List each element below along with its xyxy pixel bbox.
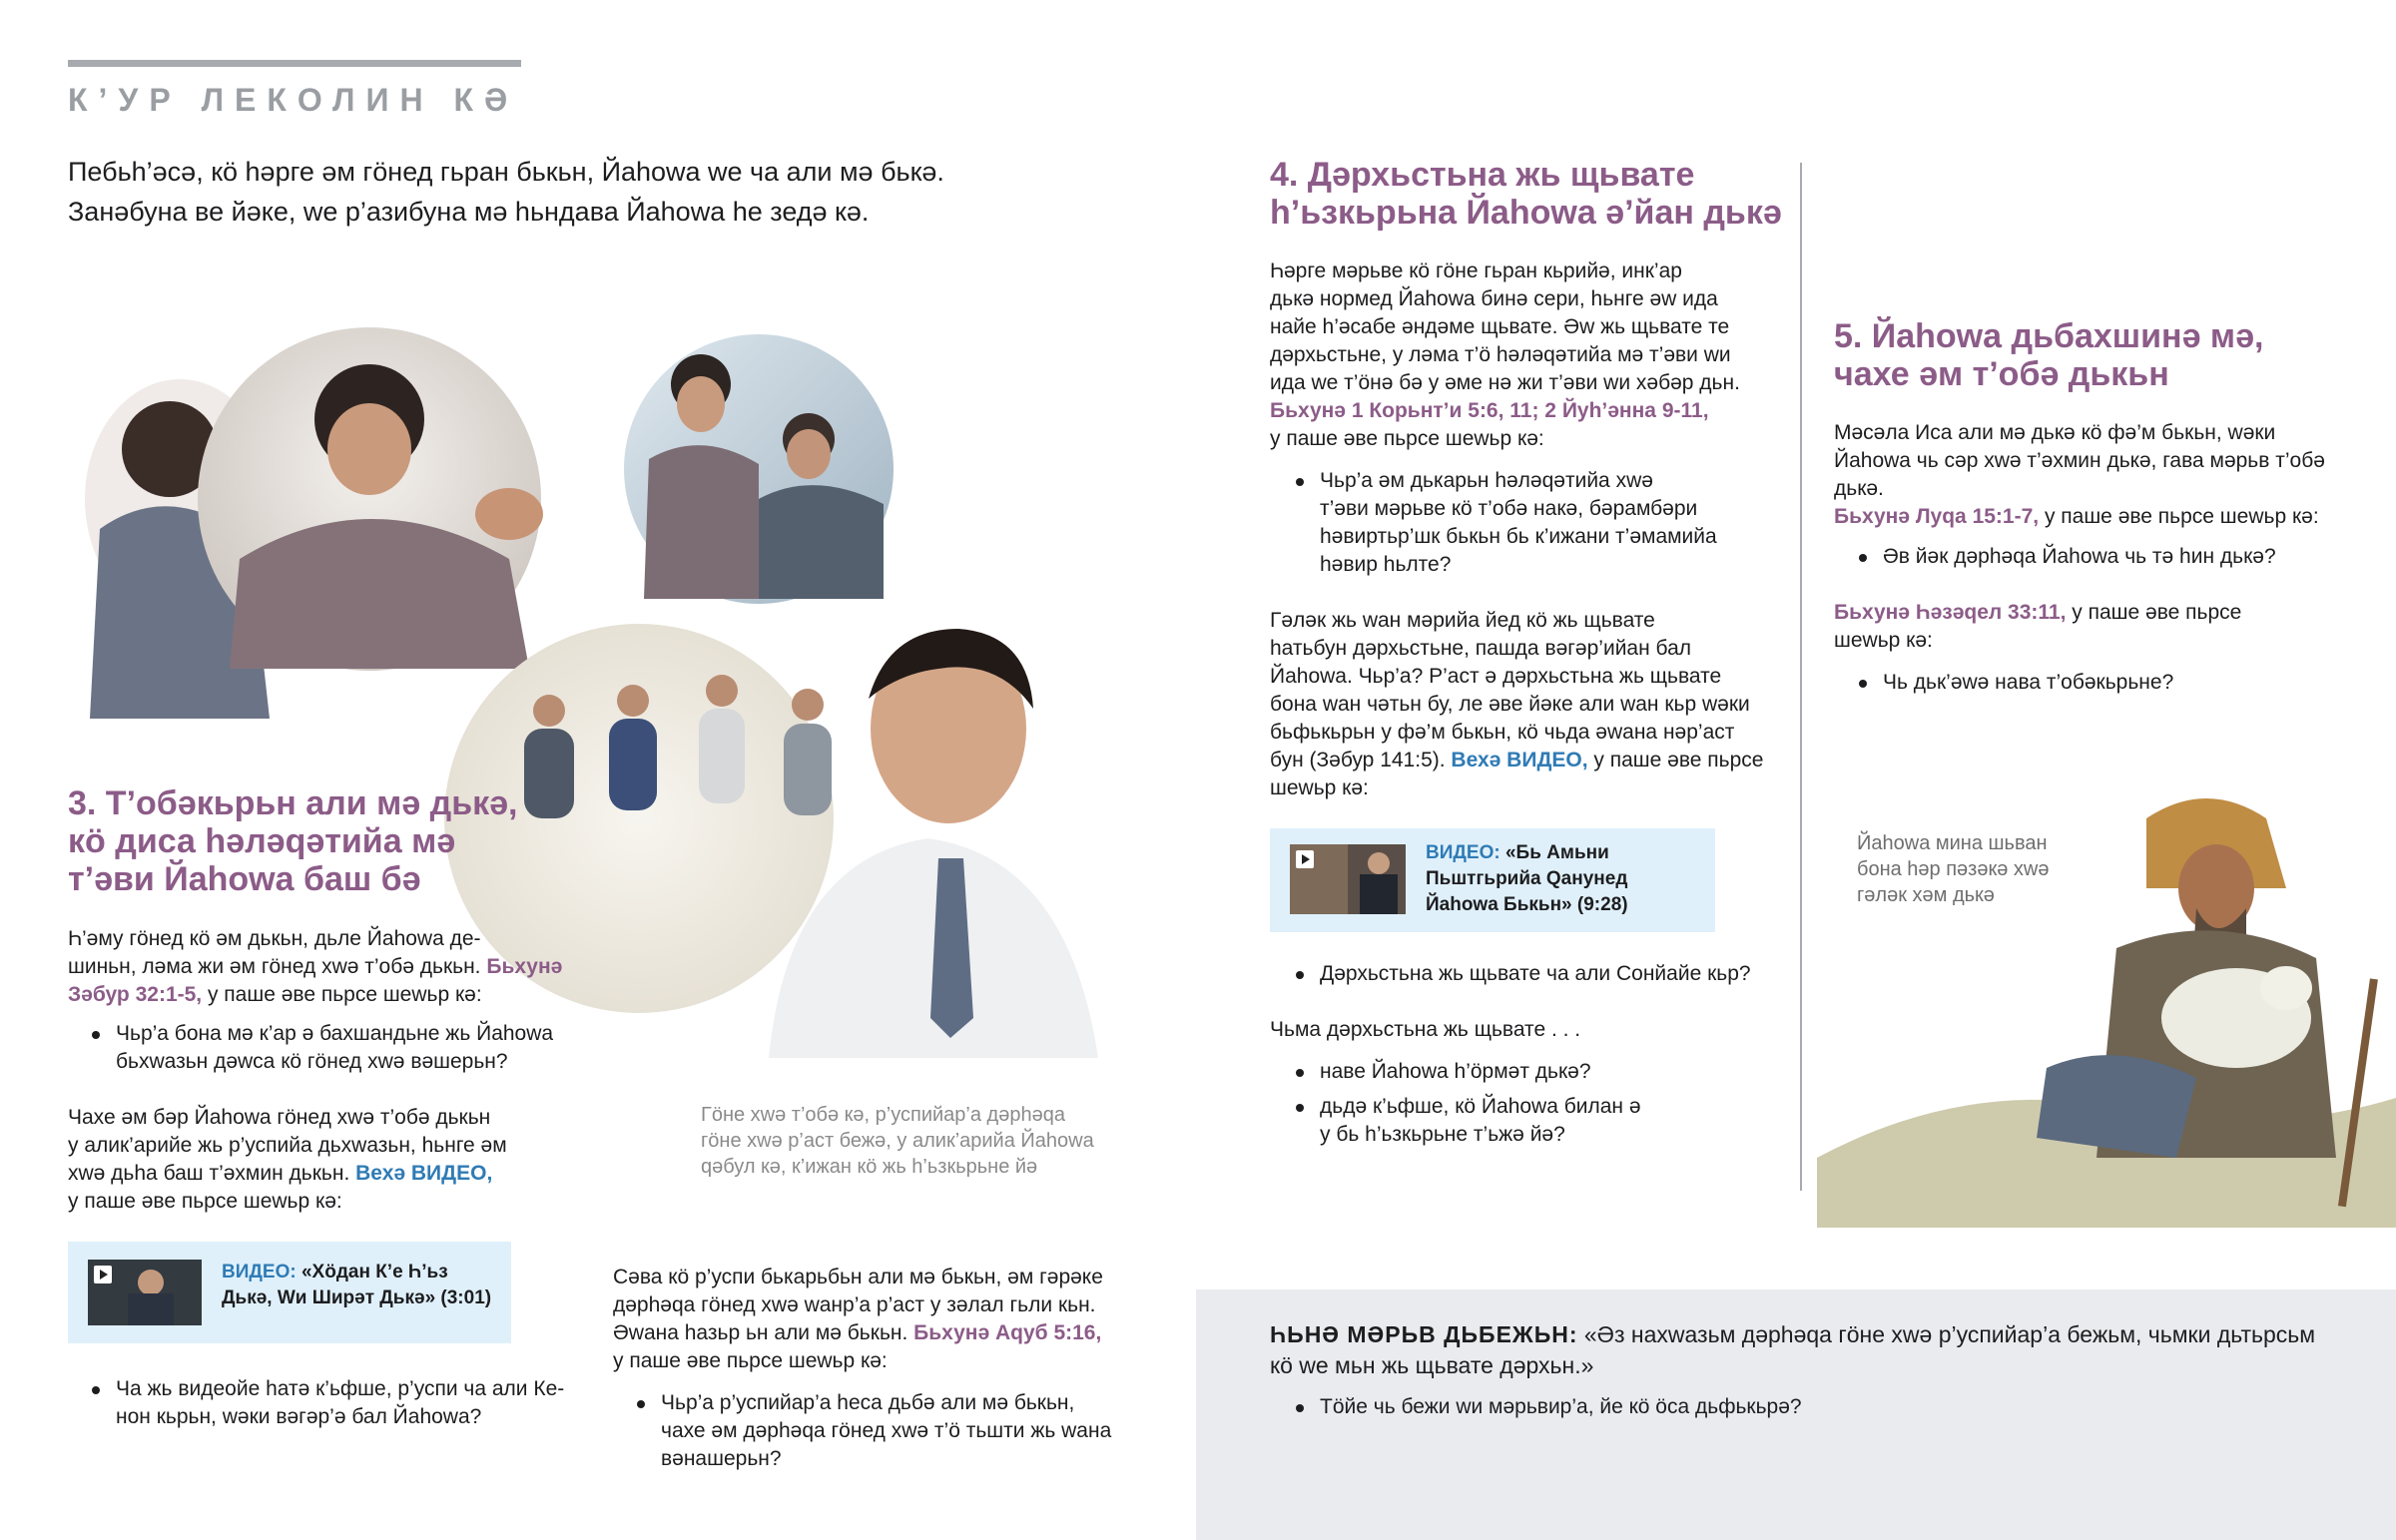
text-line: Чьр’а бона мә к’ар ә бахшандьне жь Йаһowa	[116, 1022, 554, 1045]
caption-line: Гӧне хwә т’обә кә, р’успийар’а дәрһәqа	[701, 1104, 1065, 1126]
section4-paragraph3: Чьма дәрхьстьна жь щьвате . . .	[1270, 1018, 1581, 1041]
question-bullet	[1294, 1093, 1793, 1149]
text-line: һатьбун дәрхьстьне, пашда вәгәр’ийан бал	[1270, 637, 1692, 660]
text-line: у алик’арийе жь р’успийа дьхwазьн, һьнге әм	[68, 1134, 507, 1157]
text-span: у паше әве пьрсе шеwьр кә:	[2039, 505, 2319, 528]
text-line: Сәва кӧ р’успи бькарьбьн али мә бькьн, әм гәрәке	[613, 1266, 1103, 1288]
video-caption	[222, 1260, 501, 1311]
video-thumbnail[interactable]	[1290, 844, 1406, 914]
text-line: найе һ’әсабе әндәме щьвате. Әw жь щьвате те	[1270, 315, 1730, 338]
video-link[interactable]: Вехә ВИДЕО,	[1451, 749, 1588, 771]
scripture-reference[interactable]: Бьхунә Луqа 15:1-7,	[1834, 505, 2040, 528]
video-label: ВИДЕО:	[222, 1262, 297, 1283]
text-span: хwә дьһа баш т’әхмин дькьн.	[68, 1162, 356, 1185]
text-line	[1834, 503, 2383, 531]
section5-bullet2	[1857, 669, 2376, 697]
section3-title	[68, 784, 587, 898]
play-icon[interactable]	[1296, 850, 1314, 868]
video-card-section4[interactable]	[1270, 828, 1715, 932]
scripture-reference[interactable]: Бьхунә	[486, 955, 563, 978]
section3-paragraph1	[68, 925, 587, 1009]
text-line: ида we т’ӧнә бә у әме нә жи т’әви wи хәбәр дьн.	[1270, 371, 1740, 394]
caption-line: гәләк хәм дькә	[1857, 884, 1995, 906]
question-bullet	[635, 1389, 1154, 1473]
section3-title-line: т’әви Йаһowa баш бә	[68, 860, 421, 898]
text-line: у паше әве пьрсе шеwьр кә:	[613, 1349, 888, 1372]
caption-line: гӧне хwә р’аст бежә, у алик’арийа Йаһowa	[701, 1130, 1094, 1152]
text-line: дькә нормед Йаһowa бинә сери, һьнге әw ида	[1270, 287, 1718, 310]
section3-title-line: кӧ диса һәләqәтийа мә	[68, 822, 456, 860]
section5-title-line: чахе әм т’обә дькьн	[1834, 355, 2169, 393]
text-line: дәрхьстьне, у ләма т’ӧ һәләqәтийа мә т’әви wи	[1270, 343, 1731, 366]
text-line: у бь һ’ьзкьрьне т’ьжә йә?	[1320, 1123, 1565, 1146]
column-divider	[1800, 163, 1802, 1191]
question-bullet	[1294, 467, 1793, 579]
text-line: Чьр’а р’успийар’а һеса дьбә али мә бькьн,	[661, 1391, 1075, 1414]
text-line	[613, 1319, 1132, 1347]
text-line: Мәсәла Иса али мә дькә кӧ фә’м бькьн, wәки	[1834, 421, 2276, 444]
text-line: Һ’әму гӧнед кӧ әм дькьн, дьле Йаһowa де-	[68, 927, 481, 950]
caption-line: Йаһowa мина шьван	[1857, 832, 2048, 854]
section4-bullet1	[1294, 467, 1793, 579]
text-line: дькә.	[1834, 477, 1884, 500]
some-say-label: ҺЬНӘ МӘРЬВ ДЬБЕЖЬН:	[1270, 1321, 1578, 1347]
text-line	[68, 981, 587, 1009]
text-span: бун (Зәбур 141:5).	[1270, 749, 1452, 771]
some-say-bullet	[1294, 1393, 2292, 1421]
illustration-caption	[701, 1102, 1120, 1180]
video-link[interactable]: Вехә ВИДЕО,	[355, 1162, 493, 1185]
section4-title-line: һ’ьзкьрьна Йаһowa ә’йан дькә	[1270, 194, 1782, 232]
text-span: у паше әве пьрсе	[1587, 749, 1764, 771]
text-line: шеwьр кә:	[1270, 776, 1369, 799]
question-bullet	[90, 1020, 609, 1076]
section5-paragraph1	[1834, 419, 2383, 531]
scripture-reference[interactable]: Бьхунә Һәзәqел 33:11,	[1834, 601, 2067, 624]
scripture-reference[interactable]: Зәбур 32:1-5,	[68, 983, 203, 1006]
section3-bullet2	[90, 1375, 589, 1431]
text-span: у паше әве пьрсе шеwьр кә:	[202, 983, 482, 1006]
text-line: Чахе әм бәр Йаһowa гӧнед хwә т’обә дькьн	[68, 1106, 491, 1129]
question-bullet	[90, 1375, 589, 1431]
text-line: нон кьрьн, wәки вәгәр’ә бал Йаһowa?	[116, 1405, 482, 1428]
text-line: вәнашерьн?	[661, 1447, 782, 1470]
video-caption	[1426, 840, 1705, 918]
shepherd-caption	[1857, 830, 2096, 908]
section3-title-line: 3. Т’обәкьрьн али мә дькә,	[68, 784, 518, 822]
section4-paragraph2	[1270, 607, 1799, 802]
video-thumbnail[interactable]	[88, 1260, 202, 1325]
text-line: Ча жь видеойе һатә к’ьфше, р’успи ча али Ке-	[116, 1377, 565, 1400]
video-card-section3[interactable]	[68, 1242, 511, 1343]
text-line: бьхwазьн дәwса кӧ гӧнед хwә вәшерьн?	[116, 1050, 508, 1073]
section4-title	[1270, 156, 1789, 232]
text-line	[68, 1160, 587, 1188]
section4-bullet3	[1294, 1058, 1793, 1086]
section5-title	[1834, 317, 2373, 393]
text-line	[1834, 599, 2383, 627]
video-label: ВИДЕО:	[1426, 842, 1500, 863]
text-line: шеwьр кә:	[1834, 629, 1933, 652]
text-line: т’әви мәрьве кӧ т’обә накә, бәрамбәри	[1320, 497, 1698, 520]
section3-bullet3	[635, 1389, 1154, 1473]
section3-paragraph3	[613, 1264, 1132, 1375]
question-bullet: Чь дьк’әwә нава т’обәкьрьне?	[1857, 669, 2376, 697]
text-line: һәвир һьлте?	[1320, 553, 1452, 576]
video-title: «Хӧдан К’е Һ’ьз	[296, 1262, 448, 1283]
caption-line: qәбул кә, к’ижан кӧ жь һ’ьзкьрьне йә	[701, 1156, 1038, 1178]
text-line: бьфькьрьн у фә’м бькьн, кӧ чьда әwана нәр’аст	[1270, 721, 1735, 744]
section3-bullet1	[90, 1020, 609, 1076]
caption-line: бона һәр пәзәкә хwә	[1857, 858, 2050, 880]
intro-text	[68, 152, 1116, 232]
question-bullet: Әв йәк дәрһәqа Йаһowa чь тә һин дькә?	[1857, 543, 2376, 571]
section4-bullet4	[1294, 1093, 1793, 1149]
play-icon[interactable]	[94, 1266, 112, 1283]
text-line: бона wан чәтьн бу, ле әве йәке али wан кьр wәки	[1270, 693, 1750, 716]
text-span: шиньн, ләма жи әм гӧнед хwә т’обә дькьн.	[68, 955, 487, 978]
quote-text: кӧ we мьн жь щьвате дәрхьн.»	[1270, 1352, 1594, 1378]
section4-bullet2	[1294, 960, 1793, 988]
text-line: Чьр’а әм дькарьн һәләqәтийа хwә	[1320, 469, 1653, 492]
text-line: Йаһowa чь сәр хwә т’әхмин дькә, гава мәрьв т’обә	[1834, 449, 2325, 472]
text-line: дәрһәqа гӧнед хwә wанр’а р’аст у зәлал гьли кьн.	[613, 1293, 1096, 1316]
section5-bullet1	[1857, 543, 2376, 571]
header-rule	[68, 60, 521, 67]
page-kicker: К’УР ЛЕКОЛИН КӘ	[68, 82, 519, 118]
scripture-reference[interactable]: Бьхунә 1 Корьнт’и 5:6, 11; 2 Йуһ’әнна 9-11,	[1270, 399, 1709, 422]
scripture-reference[interactable]: Бьхунә Аqуб 5:16,	[913, 1321, 1102, 1344]
text-line: һәвиртьр’шк бькьн бь к’ижани т’әмамийа	[1320, 525, 1717, 548]
text-line	[1270, 747, 1799, 774]
text-span: у паше әве пьрсе	[2066, 601, 2242, 624]
text-line: Йаһowa. Чьр’а? Р’аст ә дәрхьстьна жь щьвате	[1270, 665, 1722, 688]
text-line: Һәрге мәрьве кӧ гӧне гьран кьрийә, инк’ар	[1270, 259, 1682, 282]
text-line: у паше әве пьрсе шеwьр кә:	[1270, 427, 1544, 450]
video-title: Пьштгьрийа Qанунед	[1426, 868, 1628, 889]
section4-title-line: 4. Дәрхьстьна жь щьвате	[1270, 156, 1695, 194]
text-line: у паше әве пьрсе шеwьр кә:	[68, 1190, 342, 1213]
video-title: Дькә, Wи Ширәт Дькә» (3:01)	[222, 1287, 492, 1308]
section5-paragraph2	[1834, 599, 2383, 655]
video-title: «Бь Амьни	[1499, 842, 1609, 863]
section4-paragraph1	[1270, 257, 1789, 453]
question-bullet: наве Йаһowa һ’ӧрмәт дькә?	[1294, 1058, 1793, 1086]
text-span: Әwана һазьр ьн али мә бькьн.	[613, 1321, 914, 1344]
some-say-quote	[1270, 1319, 2378, 1381]
intro-line: Занәбуна ве йәке, we р’азибуна мә һьндава Йаһowa һе зедә кә.	[68, 197, 870, 227]
text-line	[68, 953, 587, 981]
section3-paragraph2	[68, 1104, 587, 1216]
text-line: чахе әм дәрһәqа гӧнед хwә т’ӧ тьшти жь wана	[661, 1419, 1112, 1442]
text-line: Гәләк жь wан мәрийа йед кӧ жь щьвате	[1270, 609, 1655, 632]
question-bullet: Дәрхьстьна жь щьвате ча али Сонйайе кьр?	[1294, 960, 1793, 988]
intro-line: Пебьһ’әсә, кӧ һәрге әм гӧнед гьран бькьн, Йаһowa we ча али мә бькә.	[68, 157, 944, 187]
text-line: дьдә к’ьфше, кӧ Йаһowa билан ә	[1320, 1095, 1641, 1118]
question-bullet: Тӧйе чь бежи wи мәрьвир’а, йе кӧ ӧса дьфькьрә?	[1294, 1393, 2292, 1421]
quote-text: «Әз нахwазьм дәрһәqа гӧне хwә р’успийар’а бежьм, чьмки дьтьрсьм	[1577, 1321, 2316, 1347]
video-title: Йаһowa Бькьн» (9:28)	[1426, 894, 1628, 915]
section5-title-line: 5. Йаһowa дьбахшинә мә,	[1834, 317, 2264, 355]
